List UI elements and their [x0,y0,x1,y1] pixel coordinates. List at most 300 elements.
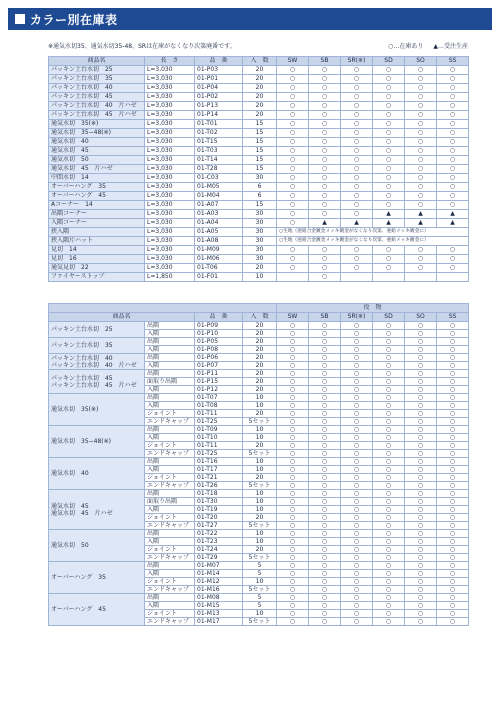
stock-mark: ○ [437,362,469,370]
product-code: 01-T26 [195,482,243,490]
stock-mark: ○ [309,264,341,273]
product-code: 01-T22 [195,530,243,538]
stock-mark: ○ [437,522,469,530]
product-group-name: 通気水切 50 [49,530,145,562]
length-cell: L=3,030 [145,246,195,255]
stock-mark: ○ [309,66,341,75]
stock-mark: ○ [309,522,341,530]
stock-mark: ○ [373,522,405,530]
length-cell: L=3,030 [145,228,195,237]
stock-mark: ○ [341,482,373,490]
stock-mark: ○ [341,522,373,530]
product-code: 01-P08 [195,346,243,354]
stock-mark: ○ [277,530,309,538]
stock-mark: ○ [405,338,437,346]
product-code: 01-T21 [195,474,243,482]
part-type: 出隅 [145,562,195,570]
table-row [49,490,469,498]
stock-mark: ○ [373,246,405,255]
stock-mark: ○ [277,93,309,102]
part-type: ジョイント [145,474,195,482]
stock-mark: ○ [405,346,437,354]
stock-mark: ○ [373,338,405,346]
product-code: 01-T17 [195,466,243,474]
part-type: 出隅 [145,594,195,602]
stock-mark: ○ [277,538,309,546]
stock-mark: ○ [277,264,309,273]
stock-mark: ○ [277,210,309,219]
stock-mark: ○ [437,138,469,147]
stock-mark: ▲ [309,219,341,228]
part-type: ジョイント [145,578,195,586]
product-code: 01-M13 [195,610,243,618]
stock-mark: ○ [437,418,469,426]
stock-mark: ○ [437,378,469,386]
stock-mark: ○ [309,378,341,386]
stock-mark: ○ [309,410,341,418]
stock-mark: ○ [373,201,405,210]
stock-mark: ○ [405,378,437,386]
stock-mark: ○ [277,246,309,255]
color-stock-table [48,56,469,282]
stock-mark: ○ [405,264,437,273]
stock-mark: ○ [437,246,469,255]
stock-mark: ○ [309,530,341,538]
product-code: 01-A08 [195,237,243,246]
table-row [49,192,469,201]
product-code: 01-P10 [195,330,243,338]
stock-mark: ○ [373,554,405,562]
stock-mark: ○ [437,346,469,354]
product-group-name: パッキン土台水切 35 [49,338,145,354]
stock-mark: ○ [405,147,437,156]
stock-mark: ○ [277,514,309,522]
stock-mark: ○ [277,562,309,570]
product-code: 01-T25 [195,450,243,458]
column-header: SW [277,57,309,66]
stock-mark: ○ [373,498,405,506]
length-cell: L=3,030 [145,183,195,192]
stock-mark: ○ [373,594,405,602]
stock-mark: ○ [373,120,405,129]
quantity-cell: 15 [243,201,277,210]
stock-mark: ○ [309,138,341,147]
table-header-row [49,313,469,322]
product-name: パッキン土台水切 45 [49,93,145,102]
part-type: 入隅 [145,386,195,394]
stock-mark: ○ [309,610,341,618]
stock-mark: ○ [405,183,437,192]
quantity-cell: 20 [243,442,277,450]
stock-mark: ○ [309,394,341,402]
product-name: オーバーハング 35 [49,183,145,192]
part-type: 入隅 [145,466,195,474]
stock-mark: ○ [309,255,341,264]
stock-mark: ○ [277,120,309,129]
stock-mark: ○ [277,378,309,386]
stock-mark: ○ [405,594,437,602]
product-name: Aコーナー 14 [49,201,145,210]
stock-mark: ○ [309,111,341,120]
stock-mark [373,273,405,282]
stock-mark: ○ [437,84,469,93]
legend-stock: ○…在庫あり [388,43,424,50]
stock-mark: ○ [309,362,341,370]
stock-mark: ○ [341,490,373,498]
stock-mark: ○ [437,602,469,610]
stock-mark: ○ [405,75,437,84]
stock-mark: ○ [405,538,437,546]
stock-mark: ○ [309,201,341,210]
quantity-cell: 20 [243,370,277,378]
product-name: 見切 14 [49,246,145,255]
product-name: 入隅コーナー [49,219,145,228]
stock-mark: ○ [277,618,309,626]
stock-mark [341,273,373,282]
stock-mark: ○ [309,458,341,466]
quantity-cell: 30 [243,210,277,219]
stock-mark: ○ [405,386,437,394]
stock-mark: ○ [341,246,373,255]
stock-mark: ○ [309,466,341,474]
part-type: 出隅 [145,426,195,434]
stock-mark: ○ [341,394,373,402]
stock-mark: ○ [373,362,405,370]
stock-mark: ○ [341,410,373,418]
table-title-row [49,304,469,313]
part-type: 入隅 [145,602,195,610]
part-type: 出隅 [145,338,195,346]
product-name: ファイヤーストップ [49,273,145,282]
stock-mark: ○ [277,102,309,111]
quantity-cell: 5 [243,570,277,578]
stock-mark: ○ [373,578,405,586]
stock-mark: ○ [309,75,341,84]
stock-mark: ○ [373,490,405,498]
stock-mark: ○ [341,93,373,102]
quantity-cell: 10 [243,610,277,618]
product-code: 01-M09 [195,246,243,255]
stock-mark: ○ [405,84,437,93]
part-type: ジョイント [145,514,195,522]
stock-mark: ○ [437,410,469,418]
stock-mark: ○ [437,578,469,586]
stock-mark: ○ [341,346,373,354]
product-name: 挟入隅 [49,228,145,237]
stock-mark: ○ [341,147,373,156]
table-row [49,246,469,255]
accessories-table [48,303,469,626]
table-row [49,120,469,129]
quantity-cell: 20 [243,264,277,273]
stock-mark: ○ [309,450,341,458]
stock-mark: ○ [309,165,341,174]
length-cell: L=3,030 [145,102,195,111]
table-row [49,174,469,183]
stock-mark: ○ [373,129,405,138]
column-header: 入 数 [243,57,277,66]
stock-mark: ○ [309,442,341,450]
stock-mark: ○ [309,514,341,522]
stock-mark: ○ [373,192,405,201]
stock-mark: ○ [437,570,469,578]
product-name: パッキン土台水切 25 [49,66,145,75]
stock-mark: ○ [277,450,309,458]
stock-mark: ○ [341,378,373,386]
stock-mark: ○ [373,264,405,273]
product-code: 01-A04 [195,219,243,228]
product-code: 01-T29 [195,554,243,562]
discontinuation-note: ※通気水切35、通気水切35-48、SRは在庫がなくなり次第廃番です。 [48,43,236,50]
stock-mark: ○ [277,474,309,482]
stock-mark: ○ [405,442,437,450]
stock-mark: ○ [437,394,469,402]
stock-mark: ○ [405,578,437,586]
quantity-cell: 10 [243,466,277,474]
quantity-cell: 5セット [243,554,277,562]
quantity-cell: 15 [243,120,277,129]
product-code: 01-P01 [195,75,243,84]
product-name: パッキン土台水切 45 片ハゼ [49,111,145,120]
stock-mark: ○ [437,338,469,346]
column-header: 長 さ [145,57,195,66]
stock-mark: ○ [373,458,405,466]
product-code: 01-P07 [195,362,243,370]
product-code: 01-M12 [195,578,243,586]
table-row [49,111,469,120]
product-code: 01-T02 [195,129,243,138]
product-code: 01-T23 [195,538,243,546]
quantity-cell: 10 [243,434,277,442]
stock-mark: ○ [405,474,437,482]
stock-mark: ○ [341,402,373,410]
stock-mark: ○ [405,450,437,458]
section-header [8,8,492,30]
table-row [49,147,469,156]
stock-mark: ○ [341,322,373,330]
part-type: ジョイント [145,410,195,418]
stock-mark: ○ [373,434,405,442]
quantity-cell: 20 [243,84,277,93]
product-name: 挟入隅片ハット [49,237,145,246]
quantity-cell: 20 [243,322,277,330]
stock-mark: ▲ [341,219,373,228]
quantity-cell: 15 [243,147,277,156]
quantity-cell: 20 [243,514,277,522]
table-row [49,156,469,165]
stock-mark: ○ [277,201,309,210]
stock-mark: ○ [437,482,469,490]
column-header: SB [309,57,341,66]
table-row [49,75,469,84]
stock-mark: ○ [277,75,309,84]
product-code: 01-M06 [195,255,243,264]
quantity-cell: 15 [243,129,277,138]
table-row [49,228,469,237]
stock-mark: ○ [373,84,405,93]
stock-mark: ○ [341,210,373,219]
stock-mark: ○ [437,466,469,474]
quantity-cell: 20 [243,474,277,482]
stock-mark: ○ [309,570,341,578]
stock-mark: ○ [341,618,373,626]
stock-mark: ○ [373,138,405,147]
part-type: 出隅 [145,458,195,466]
stock-mark: ○ [277,346,309,354]
table-row [49,183,469,192]
stock-mark: ○ [373,418,405,426]
length-cell: L=3,030 [145,264,195,273]
stock-mark: ○ [437,618,469,626]
stock-mark: ○ [437,530,469,538]
stock-mark: ○ [277,498,309,506]
stock-mark: ○ [373,322,405,330]
stock-mark: ○ [309,594,341,602]
stock-mark: ○ [373,255,405,264]
product-name: 通気見切 22 [49,264,145,273]
square-bullet-icon [15,14,25,24]
product-code: 01-T11 [195,410,243,418]
stock-mark: ○ [405,156,437,165]
length-cell: L=3,030 [145,93,195,102]
stock-mark: ○ [341,474,373,482]
table-row [49,458,469,466]
stock-mark: ○ [341,466,373,474]
column-header: SR(※) [341,313,373,322]
product-group-name: パッキン土台水切 45 パッキン土台水切 45 片ハゼ [49,370,145,394]
stock-mark: ○ [277,255,309,264]
table-row [49,255,469,264]
product-name: 通気水切 50 [49,156,145,165]
quantity-cell: 5セット [243,586,277,594]
stock-mark: ○ [309,346,341,354]
stock-mark: ○ [309,370,341,378]
quantity-cell: 10 [243,498,277,506]
quantity-cell: 10 [243,458,277,466]
stock-mark: ○ [437,147,469,156]
quantity-cell: 20 [243,362,277,370]
stock-mark: ○ [309,322,341,330]
product-name: オーバーハング 45 [49,192,145,201]
stock-mark: ○ [341,498,373,506]
table-row [49,237,469,246]
stock-mark: ○ [309,174,341,183]
stock-mark: ○ [373,93,405,102]
stock-mark: ○ [373,466,405,474]
stock-mark: ○ [437,586,469,594]
quantity-cell: 20 [243,354,277,362]
stock-mark: ○ [341,370,373,378]
quantity-cell: 5セット [243,618,277,626]
part-type: 入隅 [145,402,195,410]
stock-mark: ○ [373,174,405,183]
quantity-cell: 10 [243,394,277,402]
stock-mark: ○ [309,434,341,442]
stock-mark: ○ [373,165,405,174]
quantity-cell: 10 [243,506,277,514]
quantity-cell: 20 [243,338,277,346]
stock-mark: ○ [341,442,373,450]
stock-mark: ○ [405,610,437,618]
length-cell: L=3,030 [145,210,195,219]
product-code: 01-T28 [195,165,243,174]
quantity-cell: 5 [243,562,277,570]
stock-mark: ○ [405,201,437,210]
product-code: 01-M15 [195,602,243,610]
stock-mark: ○ [277,394,309,402]
stock-mark: ○ [341,201,373,210]
length-cell: L=3,030 [145,147,195,156]
stock-mark: ○ [309,338,341,346]
length-cell: L=3,030 [145,219,195,228]
product-group-name: オーバーハング 45 [49,594,145,626]
stock-mark: ○ [405,394,437,402]
stock-mark: ○ [277,594,309,602]
stock-mark: ○ [277,554,309,562]
table-row [49,264,469,273]
length-cell: L=3,030 [145,66,195,75]
stock-mark: ○ [309,554,341,562]
stock-mark: ○ [437,75,469,84]
length-cell: L=3,030 [145,120,195,129]
stock-mark: ○ [341,562,373,570]
availability-note: ○生地（亜鉛合金鍍金メッキ鍍金がなくなり次第、亜鉛メッキ鍍金に） [277,237,469,246]
table-row [49,210,469,219]
stock-mark: ○ [341,255,373,264]
length-cell: L=3,030 [145,201,195,210]
stock-mark: ○ [341,111,373,120]
product-code: 01-T14 [195,156,243,165]
stock-mark: ○ [277,174,309,183]
stock-mark: ○ [405,490,437,498]
quantity-cell: 20 [243,546,277,554]
stock-mark: ○ [405,498,437,506]
product-code: 01-M17 [195,618,243,626]
stock-mark: ○ [309,156,341,165]
product-code: 01-T20 [195,514,243,522]
length-cell: L=1,850 [145,273,195,282]
column-header: 商品名 [49,313,195,322]
part-type: 面取り出隅 [145,498,195,506]
stock-mark: ○ [309,129,341,138]
stock-mark: ○ [405,322,437,330]
quantity-cell: 30 [243,246,277,255]
stock-mark: ▲ [373,219,405,228]
stock-mark: ○ [277,410,309,418]
product-code: 01-T24 [195,546,243,554]
product-code: 01-T30 [195,498,243,506]
stock-mark: ○ [309,418,341,426]
product-name: 通気水切 45 [49,147,145,156]
column-header: SB [309,313,341,322]
stock-mark: ○ [277,165,309,174]
stock-mark: ○ [277,386,309,394]
stock-mark: ○ [437,93,469,102]
product-code: 01-P09 [195,322,243,330]
stock-mark: ○ [373,506,405,514]
quantity-cell: 10 [243,402,277,410]
stock-mark: ○ [437,474,469,482]
product-group-name: オーバーハング 35 [49,562,145,594]
quantity-cell: 5セット [243,450,277,458]
product-code: 01-M07 [195,562,243,570]
part-type: ジョイント [145,546,195,554]
stock-mark: ○ [405,426,437,434]
stock-mark: ○ [405,354,437,362]
stock-mark: ○ [341,330,373,338]
stock-mark: ○ [405,246,437,255]
stock-mark: ○ [341,138,373,147]
